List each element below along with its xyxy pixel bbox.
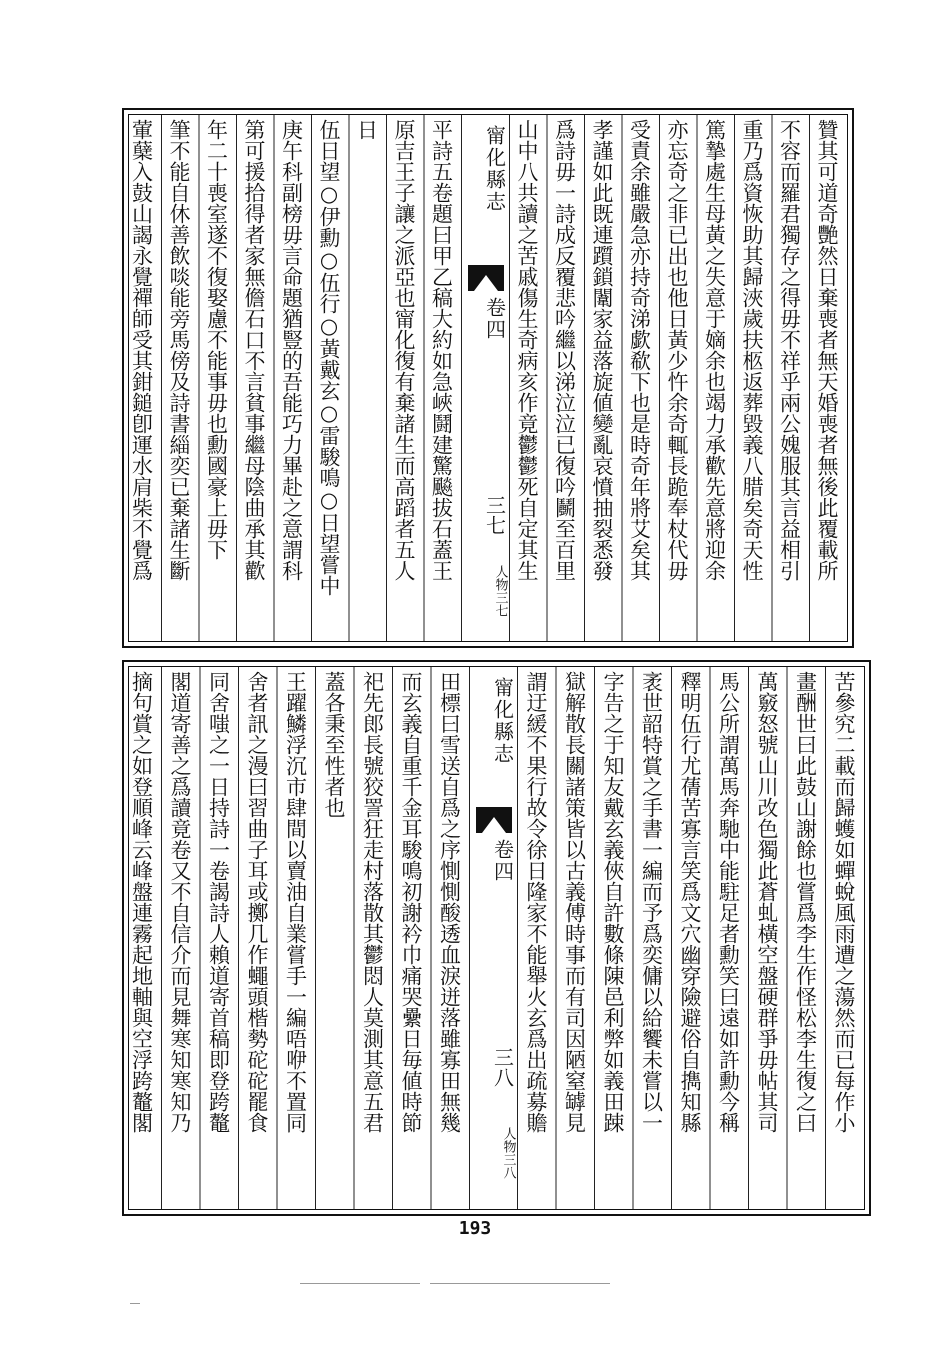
text-column: 袤世韶特賞之手書一編而予爲奕傭以給饗未嘗以一: [639, 671, 664, 1133]
scan-mark: [430, 1283, 610, 1284]
top-page: [122, 108, 854, 648]
text-column: 釋明伍行尤蒨苦寡言笑爲文穴幽穿險避俗自擕知縣: [678, 671, 702, 1133]
page-number: 193: [458, 1218, 492, 1239]
text-column: 爲詩毋一詩成反覆悲吟繼以涕泣泣已復吟鬭至百里: [552, 119, 577, 581]
volume-label: 卷四: [490, 839, 515, 883]
text-column: 畫酬世曰此鼓山謝餘也嘗爲李生作怪松李生復之曰: [793, 671, 818, 1133]
section-label: 人物三七: [492, 565, 508, 617]
volume-label: 卷四: [482, 297, 507, 341]
text-column: 伍日望○伊勳○伍行○黃戴玄○雷駿鳴○日望嘗中: [317, 119, 341, 596]
text-column: 萬竅怒號山川改色獨此蒼虬橫空盤硬群爭毋帖其司: [755, 671, 779, 1133]
section-label: 人物三八: [500, 1127, 516, 1179]
text-column: 字告之于知友戴玄義俠自許數條陳邑利弊如義田踈: [601, 671, 625, 1133]
text-column: 第可援拾得者家無儋石口不言貧事繼母陰曲承其歡: [242, 119, 266, 581]
text-column: 謂迂緩不果行故令徐日隆家不能舉火玄爲出疏募贍: [524, 671, 548, 1133]
fish-tail-mark: [476, 807, 512, 833]
fish-tail-mark: [468, 265, 504, 291]
text-column: 重乃爲資恢助其歸浹歲扶柩返葬毀義八腊矣奇天性: [740, 119, 764, 581]
text-column: 祀先郎長號狡詈狂走村落散其鬱悶人莫測其意五君: [360, 671, 385, 1133]
bottom-page-frame: [128, 666, 865, 1210]
text-column: 亦忘奇之非已出也他日黃少忤余奇輒長跪奉杖代毋: [665, 119, 689, 581]
leaf-number: 三七: [482, 495, 507, 535]
text-column: 日: [354, 119, 379, 140]
scan-mark: [300, 1283, 420, 1284]
text-column: 葷蘖入鼓山謁永覺禪師受其鉗鎚卽運水肩柴不覺爲: [129, 119, 154, 581]
text-column: 而玄義自重千金耳駿鳴初謝衿巾痛哭纍日毎値時節: [399, 671, 423, 1133]
scan-mark: [130, 1303, 140, 1304]
text-column: 贊其可道奇艷然日棄喪者無天婚喪者無後此覆載所: [815, 119, 839, 581]
text-column: 蓋各秉至性者也: [322, 671, 346, 818]
text-column: 庚午科副榜毋言命題猶豎的吾能巧力畢赴之意謂科: [279, 119, 304, 581]
leaf-number: 三八: [490, 1047, 515, 1087]
text-column: 平詩五卷題曰甲乙稿大約如急峽鬪建驚飈拔石蓋王: [429, 119, 454, 581]
text-column: 原吉王子讓之派亞也甯化復有棄諸生而高蹈者五人: [392, 119, 416, 581]
top-page-frame: [128, 114, 848, 642]
text-column: 獄解散長關諸策皆以古義傅時事而有司因陋窒罅見: [562, 671, 587, 1133]
text-column: 田標曰雪送自爲之序惻惻酸透血淚迸落雖寡田無幾: [437, 671, 462, 1133]
text-column: 馬公所謂萬馬奔馳中能駐足者勳笑曰遠如許勳今稱: [716, 671, 741, 1133]
text-column: 孝謹如此既連躓鎖闈家益落旋値變亂哀憤抽裂悉發: [590, 119, 614, 581]
book-title: 甯化縣志: [490, 677, 515, 765]
text-column: 閣道寄善之爲讀竟卷又不自信介而見舞寒知寒知乃: [168, 671, 192, 1133]
book-title: 甯化縣志: [482, 125, 507, 213]
page-header-column: [462, 115, 510, 641]
text-column: 苦參究二載而歸蠖如蟬蛻風雨遭之蕩然而已每作小: [832, 671, 856, 1133]
text-column: 摘句賞之如登順峰云峰盤連霧起地軸與空浮跨鼇閣: [129, 671, 154, 1133]
page-header-column: [470, 667, 518, 1209]
text-column: 王躍鱗浮沉市肆間以賣油自業嘗手一編唔咿不置同: [283, 671, 308, 1133]
text-column: 篤摯處生母黃之失意于嫡余也竭力承歡先意將迎余: [702, 119, 727, 581]
text-column: 舍者訊之漫曰習曲子耳或擲几作蠅頭楷勢砣砣罷食: [245, 671, 269, 1133]
text-column: 同舍嗤之一日持詩一卷謁詩人賴道寄首稿即登跨鼇: [206, 671, 231, 1133]
text-column: 筆不能自休善飲啖能旁馬傍及詩書緇奕已棄諸生斷: [167, 119, 191, 581]
text-column: 年二十喪室遂不復娶慮不能事毋也勳國豪上毋下: [204, 119, 229, 560]
text-column: 受責余雖嚴急亦持奇涕歔欷下也是時奇年將艾矣其: [627, 119, 652, 581]
text-column: 山中八共讀之苦戚傷生奇病亥作竟鬱鬱死自定其生: [515, 119, 539, 581]
text-column: 不容而羅君獨存之得毋不祥乎兩公媿服其言益相引: [777, 119, 802, 581]
bottom-page: [122, 660, 871, 1216]
